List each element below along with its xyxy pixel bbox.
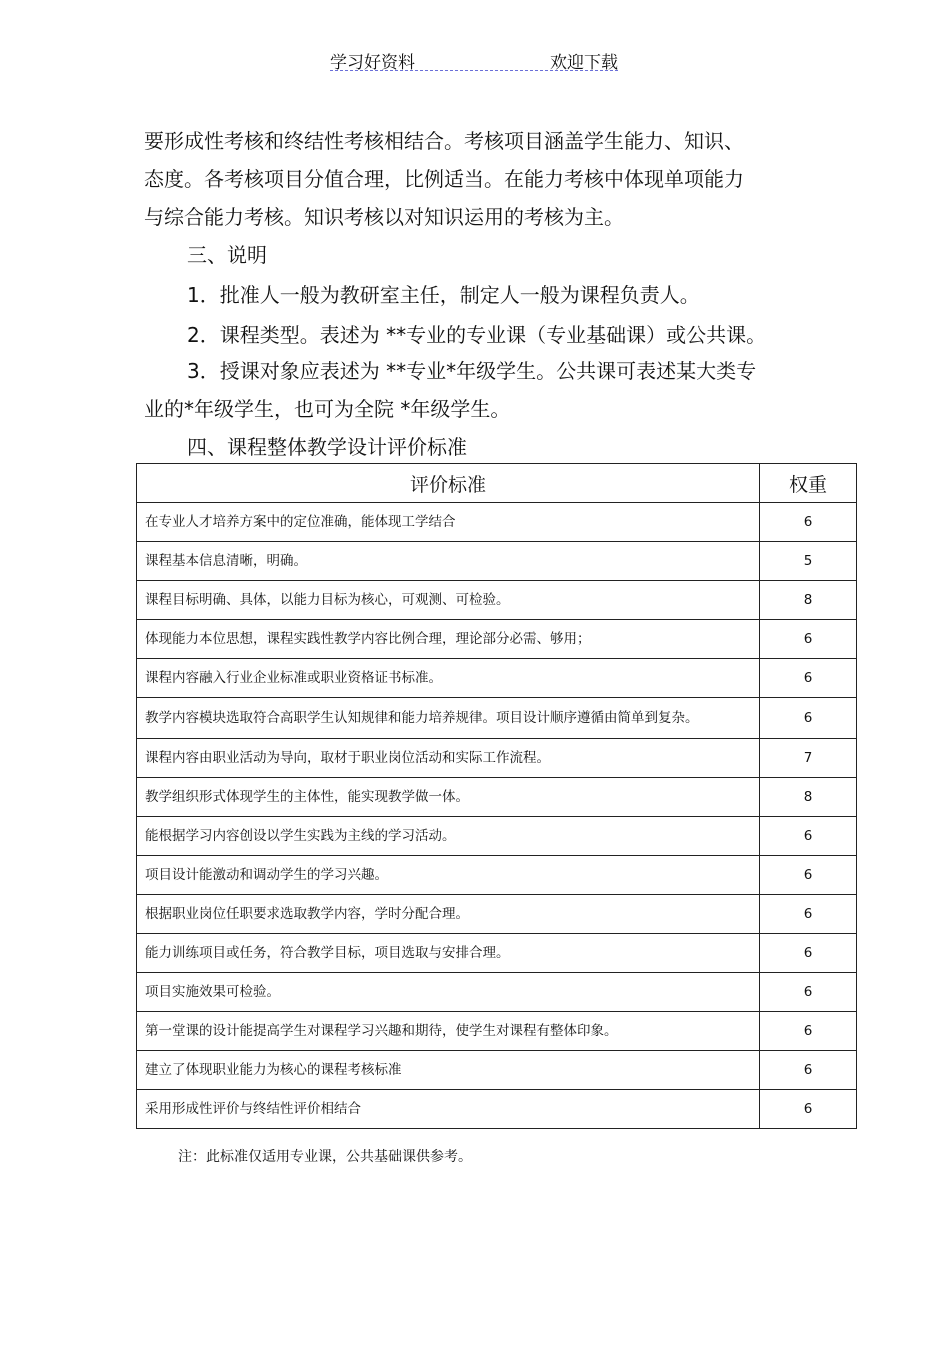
intro-line-3: 与综合能力考核。知识考核以对知识运用的考核为主。 bbox=[144, 205, 624, 229]
criteria-cell: 课程基本信息清晰，明确。 bbox=[137, 542, 760, 581]
weight-cell: 6 bbox=[760, 1090, 857, 1129]
weight-cell: 6 bbox=[760, 1012, 857, 1051]
table-row bbox=[137, 778, 857, 817]
table-row bbox=[137, 698, 857, 739]
page-header bbox=[330, 48, 618, 72]
criteria-cell: 课程内容由职业活动为导向，取材于职业岗位活动和实际工作流程。 bbox=[137, 739, 760, 778]
evaluation-table bbox=[136, 463, 857, 1129]
header-underline bbox=[330, 70, 618, 71]
weight-cell: 6 bbox=[760, 934, 857, 973]
weight-cell: 6 bbox=[760, 856, 857, 895]
weight-cell: 6 bbox=[760, 817, 857, 856]
section3-item-3-line-1: 3．授课对象应表述为 **专业*年级学生。公共课可表述某大类专 bbox=[187, 359, 757, 383]
section4-title: 四、课程整体教学设计评价标准 bbox=[187, 435, 467, 459]
criteria-cell: 能力训练项目或任务，符合教学目标，项目选取与安排合理。 bbox=[137, 934, 760, 973]
header-right-text: 欢迎下载 bbox=[550, 53, 618, 73]
criteria-cell: 项目实施效果可检验。 bbox=[137, 973, 760, 1012]
criteria-cell: 第一堂课的设计能提高学生对课程学习兴趣和期待，使学生对课程有整体印象。 bbox=[137, 1012, 760, 1051]
section3-title: 三、说明 bbox=[187, 243, 267, 267]
criteria-cell: 项目设计能激动和调动学生的学习兴趣。 bbox=[137, 856, 760, 895]
intro-line-1: 要形成性考核和终结性考核相结合。考核项目涵盖学生能力、知识、 bbox=[144, 129, 744, 153]
criteria-cell: 教学内容模块选取符合高职学生认知规律和能力培养规律。项目设计顺序遵循由简单到复杂。 bbox=[137, 698, 760, 739]
weight-cell: 6 bbox=[760, 973, 857, 1012]
weight-cell: 5 bbox=[760, 542, 857, 581]
weight-cell: 7 bbox=[760, 739, 857, 778]
table-row bbox=[137, 973, 857, 1012]
criteria-cell: 建立了体现职业能力为核心的课程考核标准 bbox=[137, 1051, 760, 1090]
table-row bbox=[137, 1012, 857, 1051]
criteria-cell: 在专业人才培养方案中的定位准确，能体现工学结合 bbox=[137, 503, 760, 542]
table-row bbox=[137, 503, 857, 542]
weight-cell: 6 bbox=[760, 698, 857, 739]
section3-item-2: 2．课程类型。表述为 **专业的专业课（专业基础课）或公共课。 bbox=[187, 323, 767, 347]
weight-cell: 8 bbox=[760, 778, 857, 817]
weight-cell: 6 bbox=[760, 620, 857, 659]
table-row bbox=[137, 1051, 857, 1090]
table-row bbox=[137, 934, 857, 973]
table-row bbox=[137, 1090, 857, 1129]
criteria-cell: 采用形成性评价与终结性评价相结合 bbox=[137, 1090, 760, 1129]
weight-column-header: 权重 bbox=[760, 464, 857, 503]
criteria-cell: 课程内容融入行业企业标准或职业资格证书标准。 bbox=[137, 659, 760, 698]
footnote: 注：此标准仅适用专业课，公共基础课供参考。 bbox=[178, 1149, 472, 1165]
criteria-column-header: 评价标准 bbox=[137, 464, 760, 503]
criteria-cell: 教学组织形式体现学生的主体性，能实现教学做一体。 bbox=[137, 778, 760, 817]
section3-item-1: 1．批准人一般为教研室主任，制定人一般为课程负责人。 bbox=[187, 283, 700, 307]
intro-line-2: 态度。各考核项目分值合理，比例适当。在能力考核中体现单项能力 bbox=[144, 167, 744, 191]
table-row bbox=[137, 817, 857, 856]
weight-cell: 8 bbox=[760, 581, 857, 620]
table-row bbox=[137, 581, 857, 620]
criteria-cell: 体现能力本位思想，课程实践性教学内容比例合理，理论部分必需、够用； bbox=[137, 620, 760, 659]
table-row bbox=[137, 620, 857, 659]
header-left-text: 学习好资料 bbox=[330, 53, 415, 73]
table-row bbox=[137, 542, 857, 581]
criteria-cell: 根据职业岗位任职要求选取教学内容，学时分配合理。 bbox=[137, 895, 760, 934]
weight-cell: 6 bbox=[760, 895, 857, 934]
table-row bbox=[137, 659, 857, 698]
weight-cell: 6 bbox=[760, 1051, 857, 1090]
weight-cell: 6 bbox=[760, 659, 857, 698]
criteria-cell: 能根据学习内容创设以学生实践为主线的学习活动。 bbox=[137, 817, 760, 856]
table-row bbox=[137, 739, 857, 778]
table-row bbox=[137, 895, 857, 934]
table-header-row bbox=[137, 464, 857, 503]
table-row bbox=[137, 856, 857, 895]
criteria-cell: 课程目标明确、具体，以能力目标为核心，可观测、可检验。 bbox=[137, 581, 760, 620]
section3-item-3-line-2: 业的*年级学生，也可为全院 *年级学生。 bbox=[144, 397, 511, 421]
weight-cell: 6 bbox=[760, 503, 857, 542]
